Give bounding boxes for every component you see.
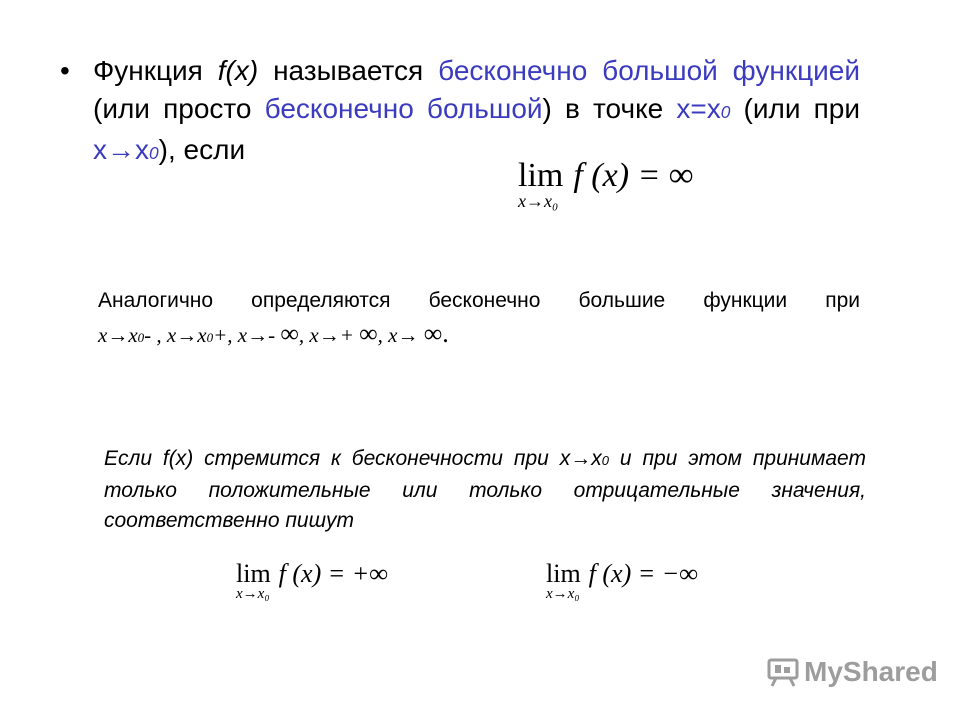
lim-word: lim [236,559,271,588]
function-notation: f(x) [217,55,259,86]
analogous-line-2 [98,317,860,354]
analogous-line-1: Аналогично определяются бесконечно большие функции при [98,289,860,312]
definition-paragraph [60,52,860,172]
limit-notation-main: x→x [93,134,149,165]
text-segment: ), если [158,134,246,165]
bullet-icon: • [60,55,70,86]
watermark-text: MyShared [804,656,938,687]
point-notation-sub: 0 [720,102,731,122]
text-segment: называется [258,55,439,86]
text-segment: Если f(x) стремится к бесконечности при x→x [104,447,602,470]
infinity-symbol: ∞ [423,319,443,348]
projector-screen-icon [766,656,800,688]
analogous-definitions-paragraph [98,284,860,354]
lim-block [236,560,271,602]
signed-infinity-paragraph [104,444,866,536]
limit-formula-infinity [518,158,693,210]
point-notation [676,93,730,124]
text-segment: и при этом принимает только положительные или только отрицательные значения, соответственно пишут [104,447,866,532]
lim-block [546,560,581,602]
infinity-symbol: ∞ [359,319,378,348]
subscript: 0 [601,453,609,468]
lim-subscript: x→x₀ [546,586,580,602]
lim-word: lim [546,559,581,588]
infinity-symbol: ∞ [280,319,299,348]
text-segment: +, x→- [213,323,281,347]
text-segment: . [442,319,449,348]
lim-word: lim [518,157,564,194]
lim-subscript: x→x₀ [236,586,270,602]
limit-expression: f (x) = −∞ [588,559,698,588]
text-segment: ) в точке [542,93,677,124]
term-highlight: бесконечно большой функцией [438,55,861,86]
point-notation-main: x=x [676,93,721,124]
lim-subscript: x→x₀ [518,191,559,211]
subscript: 0 [137,330,145,345]
text-segment: , x→+ [298,323,360,347]
limit-formula-plus-infinity [236,560,388,602]
subscript: 0 [206,330,214,345]
text-segment: x→x [98,323,138,347]
limit-notation [93,134,159,165]
text-segment: (или просто [93,93,265,124]
limit-expression: f (x) = ∞ [573,157,694,194]
definition-text [93,52,860,172]
limit-notation-sub: 0 [149,143,159,163]
text-segment: Функция [93,55,218,86]
text-segment: , x→ [377,323,424,347]
term-highlight: бесконечно большой [264,93,543,124]
text-segment: (или при [730,93,860,124]
limit-expression: f (x) = +∞ [278,559,388,588]
lim-block [518,158,563,210]
limit-formula-minus-infinity [546,560,698,602]
text-segment: - , x→x [144,323,207,347]
watermark-logo [766,656,938,688]
